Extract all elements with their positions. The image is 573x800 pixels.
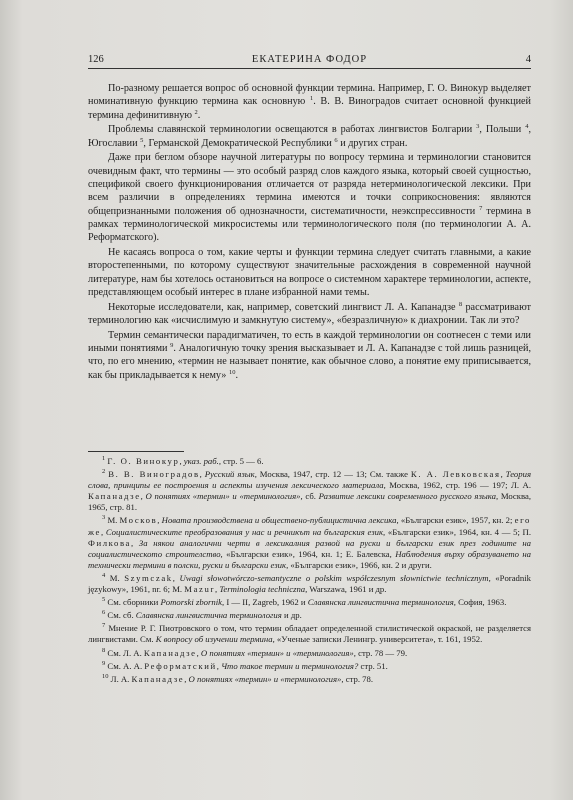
- header-rule: [88, 68, 531, 69]
- footnote-1: $^1$ Г. О. Винокур, указ. раб., стр. 5 — 6.: [102, 455, 264, 466]
- footnotes: [88, 456, 531, 687]
- paragraph-6: Термин семантически парадигматичен, то есть в каждой терминологии он соотнесен с теми или иными понятиями $^9$. Аналогичную точку зрения высказывает и Л. А. Капанадзе с той лишь разницей, что, по его мнению, «термин не называет понятие, как обычное слово, а понятие ему приписывается, как бы прикладывается к нему» $^{10}$.: [88, 329, 531, 381]
- footnote-rule: [88, 451, 184, 452]
- footnote-5: $^5$ См. сборники Pomorski zbornik, I — II, Zagreb, 1962 и Славянска лингвистична терминология, София, 1963.: [102, 596, 507, 608]
- paragraph-3: Даже при беглом обзоре научной литературы по вопросу термина и терминологии становится очевидным факт, что термины — это особый разряд слов каждого языка, который своей сущностью, спецификой своего функционирования отличается от разряда нетерминологической лексики. При всем различии в определениях термина имеются и точки соприкосновения: являются общепризнанными положения об однозначности, систематичности, неэкспрессивности $^7$ термина в рамках терминологической микросистемы или терминологического поля (по терминологии А. А. Реформатского).: [88, 152, 531, 244]
- page-number: 126: [88, 54, 104, 65]
- footnote-4: $^4$ M. Szymczak, Uwagi słowotwórczo-semantyczne o polskim współczesnym słownictwie technicznym, «Poradnik językowy», 1961, nr. 6; M. Mazur, Terminologia techniczna, Warszawa, 1961 и др.: [88, 571, 532, 595]
- footnote-7: $^7$ Мнение Р. Г. Пиотровского о том, что термин обладает определенной стилистической окраской, не разделяется лингвистами. См. К вопросу об изучении термина, «Ученые записки Ленингр. университета», т. 161, 1952.: [88, 622, 532, 645]
- paragraph-1: По-разному решается вопрос об основной функции термина. Например, Г. О. Винокур выделяет номинативную функцию термина как основную $^1$. В. В. Виноградов считает основной функцией термина дефинитивную $^2$.: [88, 83, 532, 121]
- footnote-2: $^2$ В. В. Виноградов, Русский язык, Москва, 1947, стр. 12 — 13; См. также К. А. Левковская, Теория слова, принципы ее построения и аспекты изучения лексического материала, Москва, 1962, стр. 196 — 197; Л. А. Капанадзе, О понятиях «термин» и «терминология», сб. Развитие лексики современного русского языка, Москва, 1965, стр. 81.: [88, 468, 531, 513]
- paragraph-2: Проблемы славянской терминологии освещаются в работах лингвистов Болгарии $^3$, Польши $^4$, Югославии $^5$, Германской Демократической Республики $^6$ и других стран.: [88, 123, 532, 149]
- footnote-8: $^8$ См. Л. А. Капанадзе, О понятиях «термин» и «терминология», стр. 78 — 79.: [102, 646, 408, 658]
- footnote-9: $^9$ См. А. А. Реформатский, Что такое термин и терминология? стр. 51.: [102, 659, 388, 671]
- footnote-6: $^6$ См. сб. Славянска лингвистична терминология и др.: [102, 609, 302, 621]
- footnote-3: $^3$ М. Москов, Новата производствена и обществено-публицистична лексика, «Български език», 1957, кн. 2; его же, Социалистическите преобразования у нас и речникът на българския език, «Български език», 1964, кн. 4 — 5; П. Филкова, За някои аналогични черти в лексикалния развой на руски и български език през годините на социалистическото строителство, «Български език», 1964, кн. 1; Е. Балевска, Наблюдения върху образуването на технически термини в полски, руски и български език, «Български език», 1966, кн. 2 и други.: [88, 514, 532, 570]
- main-text: [88, 82, 531, 384]
- running-title: ЕКАТЕРИНА ФОДОР: [251, 54, 368, 65]
- footnote-10: $^{10}$ Л. А. Капанадзе, О понятиях «термин» и «терминология», стр. 78.: [102, 672, 374, 684]
- paragraph-5: Некоторые исследователи, как, например, советский лингвист Л. А. Капанадзе $^8$ рассматривают терминологию как «исчислимую и замкнутую систему», «безразличную» к диахронии. Так ли это?: [88, 300, 531, 327]
- page-number-fragment: 4: [525, 54, 531, 65]
- paragraph-4: Не касаясь вопроса о том, какие черты и функции термина следует считать главными, а какие второстепенными, по которому существуют значительные расхождения в современной научной литературе, нам бы хотелось остановиться на вопросе о системном характере терминологии, аспекте, представляющем особый интерес в плане избранной нами темы.: [88, 247, 531, 298]
